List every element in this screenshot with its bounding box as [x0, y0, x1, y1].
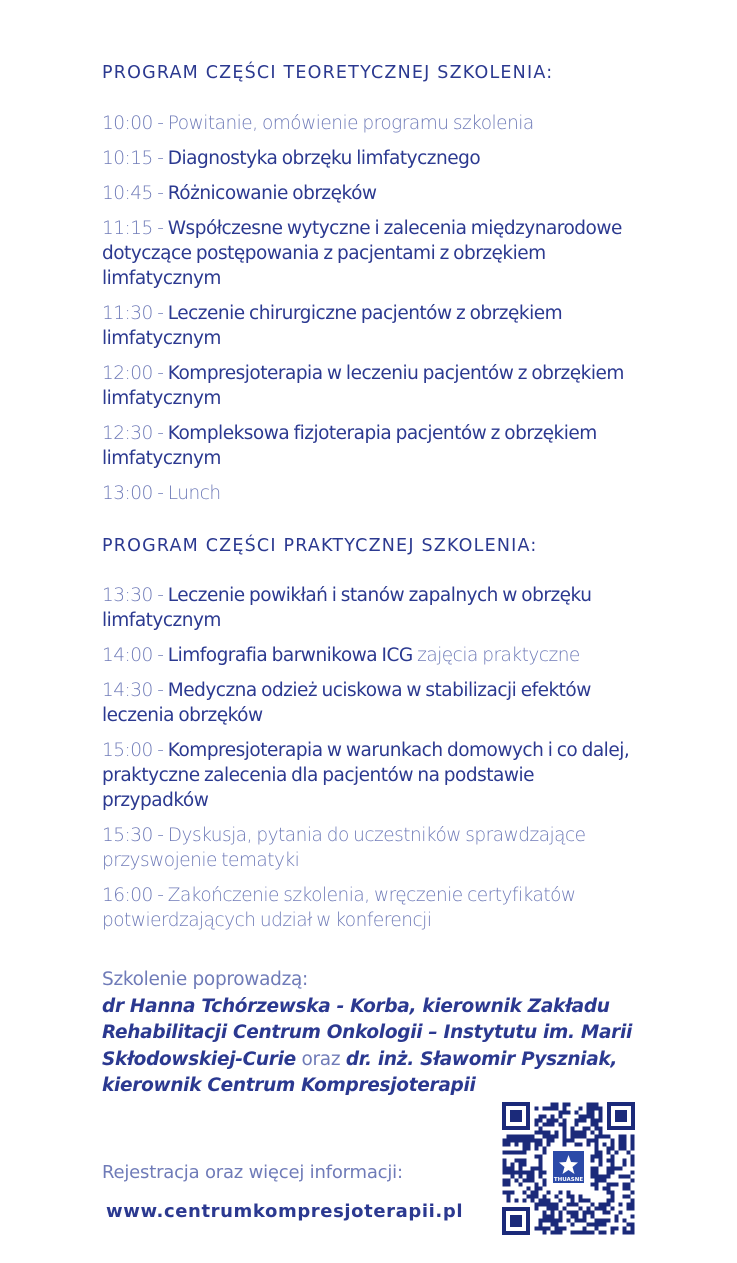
registration-link[interactable]: www.centrumkompresjoterapii.pl — [106, 1201, 464, 1222]
list-item: 12:00 - Kompresjoterapia w leczeniu pacjentów z obrzękiem limfatycznym — [102, 363, 624, 409]
thuasne-logo-text: THUASNE — [553, 1177, 584, 1183]
lecturer-2: dr. inż. Sławomir Pyszniak, kierownik Centrum Kompresjoterapii — [102, 1048, 618, 1096]
list-item: 15:00 - Kompresjoterapia w warunkach domowych i co dalej, praktyczne zalecenia dla pacjentów na podstawie przypadków — [102, 740, 630, 811]
lecturer-1: dr Hanna Tchórzewska - Korba, kierownik Zakładu Rehabilitacji Centrum Onkologii – Instytutu im. Marii Skłodowskiej-Curie — [102, 995, 633, 1070]
list-item: 10:15 - Diagnostyka obrzęku limfatycznego — [102, 148, 481, 169]
list-item: 10:00 - Powitanie, omówienie programu szkolenia — [102, 113, 534, 134]
list-item: 14:00 - Limfografia barwnikowa ICG zajęcia praktyczne — [102, 645, 580, 666]
list-item: 11:15 - Współczesne wytyczne i zalecenia międzynarodowe dotyczące postępowania z pacjentami z obrzękiem limfatycznym — [102, 218, 622, 289]
list-item: 16:00 - Zakończenie szkolenia, wręczenie certyfikatów potwierdzających udział w konferencji — [102, 885, 576, 931]
registration-label: Rejestracja oraz więcej informacji: — [102, 1162, 403, 1183]
practice-section-title: PROGRAM CZĘŚCI PRAKTYCZNEJ SZKOLENIA: — [102, 536, 538, 556]
list-item: 12:30 - Kompleksowa fizjoterapia pacjentów z obrzękiem limfatycznym — [102, 423, 597, 469]
theory-program-list — [102, 111, 642, 516]
theory-section-title: PROGRAM CZĘŚCI TEORETYCZNEJ SZKOLENIA: — [102, 63, 554, 83]
qr-code[interactable] — [502, 1102, 635, 1235]
qr-finder-bottom-left — [502, 1207, 530, 1235]
list-item: 10:45 - Różnicowanie obrzęków — [102, 183, 377, 204]
lecturers-block — [102, 967, 642, 1100]
thuasne-logo — [550, 1148, 587, 1186]
qr-code-graphic — [502, 1102, 635, 1235]
practice-program-list — [102, 583, 642, 943]
list-item: 13:30 - Leczenie powikłań i stanów zapalnych w obrzęku limfatycznym — [102, 585, 592, 631]
list-item: 13:00 - Lunch — [102, 483, 221, 504]
lecturers-conjunction: oraz — [295, 1048, 346, 1070]
list-item: 15:30 - Dyskusja, pytania do uczestników sprawdzające przyswojenie tematyki — [102, 825, 586, 871]
lecturers-label: Szkolenie poprowadzą: — [102, 969, 308, 990]
list-item: 11:30 - Leczenie chirurgiczne pacjentów z obrzękiem limfatycznym — [102, 303, 563, 349]
list-item: 14:30 - Medyczna odzież uciskowa w stabilizacji efektów leczenia obrzęków — [102, 680, 591, 726]
qr-finder-top-left — [502, 1102, 530, 1130]
qr-finder-top-right — [607, 1102, 635, 1130]
